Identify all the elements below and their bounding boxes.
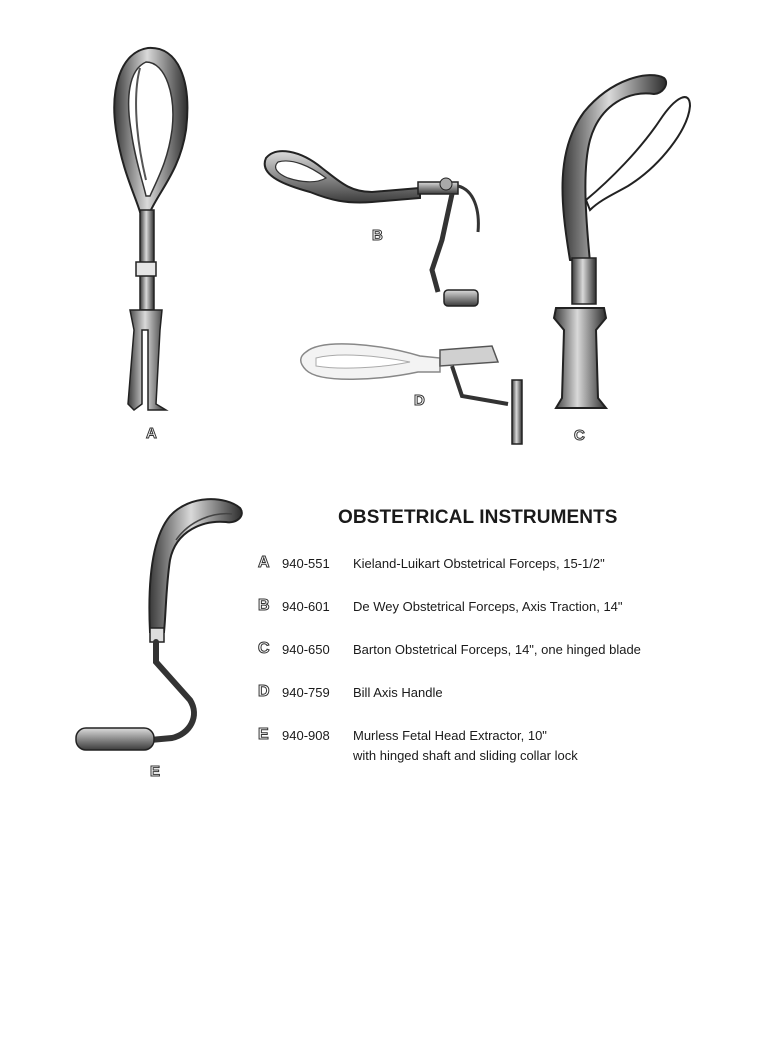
item-description: De Wey Obstetrical Forceps, Axis Traction, 14"	[353, 599, 623, 614]
figure-d-handle	[301, 344, 522, 444]
item-description-line2: with hinged shaft and sliding collar lock	[353, 748, 578, 763]
item-code: 940-908	[282, 728, 330, 743]
item-letter: E	[258, 726, 269, 743]
item-description: Barton Obstetrical Forceps, 14", one hinged blade	[353, 642, 641, 657]
item-description: Murless Fetal Head Extractor, 10"	[353, 728, 547, 743]
item-letter: A	[258, 554, 270, 571]
item-letter: C	[258, 640, 270, 657]
figure-a-forceps	[114, 48, 187, 410]
item-code: 940-650	[282, 642, 330, 657]
item-code: 940-551	[282, 556, 330, 571]
item-letter: B	[258, 597, 270, 614]
figure-b-label: B	[372, 227, 383, 244]
figure-e-label: E	[150, 763, 161, 780]
item-description: Bill Axis Handle	[353, 685, 443, 700]
figure-a-label: A	[146, 425, 157, 442]
item-letter: D	[258, 683, 270, 700]
figure-e-extractor	[76, 499, 242, 750]
item-code: 940-601	[282, 599, 330, 614]
catalog-title: OBSTETRICAL INSTRUMENTS	[338, 507, 618, 528]
figure-d-label: D	[414, 392, 425, 409]
item-code: 940-759	[282, 685, 330, 700]
figure-c-label: C	[574, 427, 585, 444]
item-description: Kieland-Luikart Obstetrical Forceps, 15-1/2"	[353, 556, 605, 571]
figure-c-forceps	[554, 75, 690, 408]
